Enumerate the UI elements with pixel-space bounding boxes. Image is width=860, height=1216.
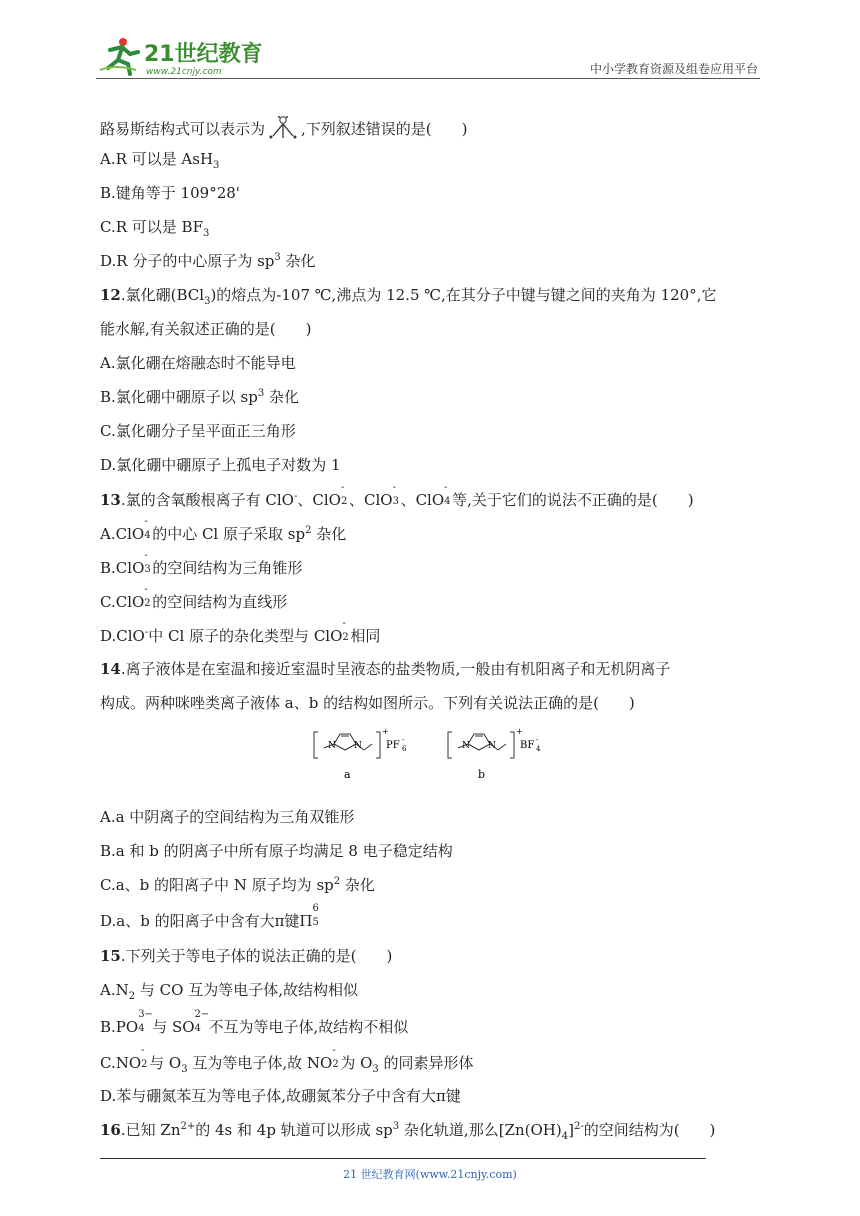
q14-option-c[interactable]: C.a、b 的阳离子中 N 原子均为 $sp^2$ 杂化 (100, 876, 375, 894)
svg-text:N: N (488, 741, 496, 751)
svg-text:BF: BF (520, 740, 535, 751)
q15-stem: 15.下列关于等电子体的说法正确的是( ) (100, 947, 393, 965)
q14-stem-line1: 14.离子液体是在室温和接近室温时呈液态的盐类物质,一般由有机阳离子和无机阴离子 (100, 660, 671, 678)
page-header (96, 34, 760, 80)
q13-option-b[interactable]: B.ClO - 3 的空间结构为三角锥形 (100, 550, 303, 577)
q12-stem-line1: 12.氯化硼(BCl$_3$)的熔点为-107 ℃,沸点为 12.5 ℃,在其分子中键与键之间的夹角为 120°,它 (100, 286, 717, 307)
footer-source-link[interactable]: 21 世纪教育网(www.21cnjy.com) (343, 1168, 517, 1181)
platform-text: 中小学教育资源及组卷应用平台 (589, 62, 758, 76)
lewis-structure-diagram (265, 114, 301, 142)
q15-option-c[interactable]: C.NO - 2 与 $O_3$ 互为等电子体,故 NO - 2 为 $O_3$ 的同素异形体 (100, 1045, 474, 1075)
q13-option-c[interactable]: C.ClO - 2 的空间结构为直线形 (100, 584, 288, 611)
q14-option-a[interactable]: A.a 中阴离子的空间结构为三角双锥形 (100, 808, 355, 826)
svg-text:www.21cnjy.com: www.21cnjy.com (146, 67, 222, 77)
svg-text:-: - (402, 736, 405, 744)
q11-stem-line: 路易斯结构式可以表示为 ,下列叙述错误的是( ) (100, 114, 468, 142)
svg-text:-: - (536, 736, 539, 744)
svg-text:N: N (462, 741, 470, 751)
q14-option-d[interactable]: D.a、b 的阳离子中含有大π键Π 6 5 (100, 903, 319, 930)
q13-stem: 13.氯的含氧酸根离子有 ClO-、ClO - 2 、ClO - 3 、ClO - 4 等,关于它们的说法不正确的是( ) (100, 482, 694, 509)
q15-option-b[interactable]: B.PO 3− 4 与 SO 2− 4 不互为等电子体,故结构不相似 (100, 1009, 409, 1036)
q14-stem-line2: 构成。两种咪唑类离子液体 a、b 的结构如图所示。下列有关说法正确的是( ) (100, 694, 635, 712)
svg-text:PF: PF (386, 740, 400, 751)
q13-option-a[interactable]: A.ClO - 4 的中心 Cl 原子采取 $sp^2$ 杂化 (100, 516, 347, 543)
svg-text:+: + (382, 727, 389, 736)
q15-option-a[interactable]: $A.N_2$ 与 CO 互为等电子体,故结构相似 (100, 981, 358, 1002)
svg-text:6: 6 (402, 745, 407, 753)
svg-text:4: 4 (536, 745, 541, 753)
q11-option-b[interactable]: B.键角等于 109°28' (100, 184, 240, 202)
q12-option-a[interactable]: A.氯化硼在熔融态时不能导电 (100, 354, 296, 372)
footer-divider (100, 1158, 706, 1159)
svg-text:+: + (516, 727, 523, 736)
svg-text:21世纪教育: 21世纪教育 (144, 42, 263, 67)
svg-text:a: a (344, 768, 351, 781)
q13-option-d[interactable]: D.ClO-中 Cl 原子的杂化类型与 ClO - 2 相同 (100, 618, 381, 645)
q12-option-c[interactable]: C.氯化硼分子呈平面正三角形 (100, 422, 296, 440)
ionic-liquid-structures-figure (310, 726, 560, 782)
q11-option-a[interactable]: A.R 可以是 AsH$_3$ (100, 150, 220, 171)
q11-option-d[interactable]: D.R 分子的中心原子为 $sp^3$ 杂化 (100, 252, 316, 270)
site-logo (96, 34, 266, 78)
q12-option-b[interactable]: B.氯化硼中硼原子以 $sp^3$ 杂化 (100, 388, 300, 406)
q15-option-d[interactable]: D.苯与硼氮苯互为等电子体,故硼氮苯分子中含有大π键 (100, 1087, 461, 1105)
q12-stem-line2: 能水解,有关叙述正确的是( ) (100, 320, 312, 338)
q11-option-c[interactable]: C.R 可以是 $BF_3$ (100, 218, 210, 239)
svg-text:N: N (354, 741, 362, 751)
svg-text:N: N (328, 741, 336, 751)
q16-stem: 16.已知 $Zn^{2+}$的 4s 和 4p 轨道可以形成 $sp^3$ 杂化轨道,那么$[Zn(OH)_4]^{2-}$的空间结构为( ) (100, 1121, 716, 1142)
svg-text:b: b (478, 768, 486, 781)
header-divider (96, 78, 760, 79)
q12-option-d[interactable]: D.氯化硼中硼原子上孤电子对数为 1 (100, 456, 341, 474)
imidazolium-structures (310, 726, 560, 782)
q14-option-b[interactable]: B.a 和 b 的阴离子中所有原子均满足 8 电子稳定结构 (100, 842, 453, 860)
